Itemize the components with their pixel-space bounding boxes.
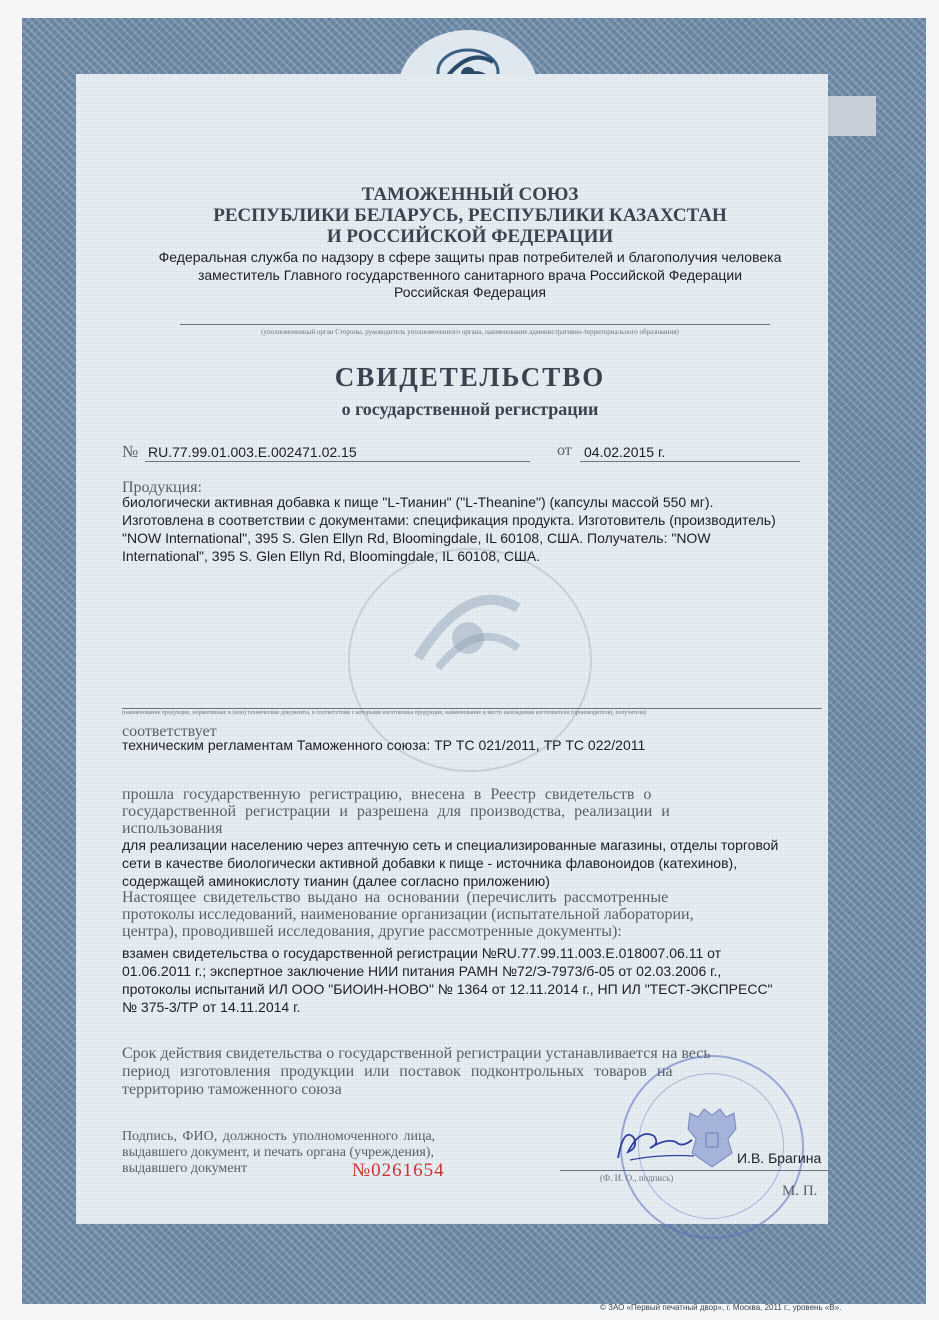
basis-doc-4: № 375-3/ТР от 14.11.2014 г. bbox=[122, 999, 301, 1015]
union-line-1: ТАМОЖЕННЫЙ СОЮЗ bbox=[361, 184, 579, 205]
handwritten-signature bbox=[610, 1118, 700, 1168]
product-label: Продукция: bbox=[122, 479, 202, 496]
basis-line-1: Настоящее свидетельство выдано на основании (перечислить рассмотренные bbox=[122, 889, 669, 906]
signature-underline bbox=[560, 1170, 830, 1171]
validity-line-1: Срок действия свидетельства о государственной регистрации устанавливается на весь bbox=[122, 1045, 711, 1062]
product-line-2: Изготовлена в соответствии с документами: спецификация продукта. Изготовитель (производитель) bbox=[122, 512, 776, 528]
basis-doc-2: 01.06.2011 г.; экспертное заключение НИИ питания РАМН №72/Э-7973/б-05 от 02.03.2006 г., bbox=[122, 963, 722, 979]
product-caption: (наименование продукции, нормативные и (или) технические документы, в соответствии с которыми изготовлена продукция, наименование и место нахождения изготовителя (производителя), получателя) bbox=[122, 710, 647, 716]
signer-name: И.В. Брагина bbox=[737, 1150, 822, 1166]
registration-date: 04.02.2015 г. bbox=[584, 444, 666, 460]
product-line-3: "NOW International", 395 S. Glen Ellyn Rd, Bloomingdale, IL 60108, США. Получатель: "NOW bbox=[122, 530, 711, 546]
date-label: от bbox=[557, 442, 572, 459]
basis-doc-1: взамен свидетельства о государственной регистрации №RU.77.99.11.003.Е.018007.06.11 от bbox=[122, 945, 722, 961]
status-line-2: государственной регистрации и разрешена для производства, реализации и bbox=[122, 803, 670, 820]
usage-line-1: для реализации населению через аптечную сеть и специализированные магазины, отделы торговой bbox=[122, 837, 779, 853]
serial-number: №0261654 bbox=[352, 1160, 445, 1181]
usage-line-3: содержащей аминокислоту тианин (далее согласно приложению) bbox=[122, 873, 550, 889]
basis-line-2: протоколы исследований, наименование организации (испытательной лаборатории, bbox=[122, 906, 694, 923]
number-underline bbox=[145, 461, 530, 462]
signature-note-1: Подпись, ФИО, должность уполномоченного лица, bbox=[122, 1129, 436, 1144]
mp-label: М. П. bbox=[782, 1183, 818, 1199]
validity-line-3: территорию таможенного союза bbox=[122, 1081, 342, 1098]
signature-caption: (Ф. И. О., подпись) bbox=[600, 1173, 674, 1183]
product-underline bbox=[122, 708, 822, 709]
watermark-emblem-icon bbox=[408, 578, 528, 678]
union-line-3: И РОССИЙСКОЙ ФЕДЕРАЦИИ bbox=[326, 226, 614, 247]
usage-line-2: сети в качестве биологически активной добавки к пище - источника флавоноидов (катехинов), bbox=[122, 855, 738, 871]
authority-underline bbox=[180, 324, 770, 325]
union-line-2: РЕСПУБЛИКИ БЕЛАРУСЬ, РЕСПУБЛИКИ КАЗАХСТАН bbox=[213, 205, 727, 226]
number-label: № bbox=[122, 442, 139, 461]
document-subtitle: о государственной регистрации bbox=[341, 399, 599, 419]
signature-note-3: выдавшего документ bbox=[122, 1161, 248, 1176]
product-line-1: биологически активная добавка к пище "L-Тианин" ("L-Theanine") (капсулы массой 550 мг). bbox=[122, 494, 714, 510]
conformity-label: соответствует bbox=[122, 723, 217, 740]
printer-footer: © ЗАО «Первый печатный двор», г. Москва, 2011 г., уровень «В». bbox=[600, 1303, 842, 1312]
conformity-text: техническим регламентам Таможенного союза: ТР ТС 021/2011, ТР ТС 022/2011 bbox=[122, 737, 646, 753]
basis-doc-3: протоколы испытаний ИЛ ООО "БИОИН-НОВО" № 1364 от 12.11.2014 г., НП ИЛ "ТЕСТ-ЭКСПРЕСС" bbox=[122, 981, 773, 997]
signature-note-2: выдавшего документ, и печать органа (учреждения), bbox=[122, 1145, 434, 1160]
basis-line-3: центра), проводившей исследования, другие рассмотренные документы): bbox=[122, 923, 622, 940]
eurasec-watermark bbox=[318, 548, 618, 768]
document-title: СВИДЕТЕЛЬСТВО bbox=[334, 362, 606, 392]
date-underline bbox=[580, 461, 800, 462]
registration-number: RU.77.99.01.003.E.002471.02.15 bbox=[148, 444, 357, 460]
status-line-3: использования bbox=[122, 820, 223, 837]
status-line-1: прошла государственную регистрацию, внесена в Реестр свидетельств о bbox=[122, 786, 652, 803]
authority-line-2: заместитель Главного государственного санитарного врача Российской Федерации bbox=[197, 267, 743, 283]
authority-caption: (уполномоченный орган Стороны, руководитель уполномоченного органа, наименование административно-территориального образования) bbox=[261, 328, 679, 336]
authority-line-3: Российская Федерация bbox=[394, 284, 546, 300]
authority-line-1: Федеральная служба по надзору в сфере защиты прав потребителей и благополучия человека bbox=[158, 249, 782, 265]
product-line-4: International", 395 S. Glen Ellyn Rd, Bloomingdale, IL 60108, США. bbox=[122, 548, 541, 564]
validity-line-2: период изготовления продукции или поставок подконтрольных товаров на bbox=[122, 1063, 673, 1080]
